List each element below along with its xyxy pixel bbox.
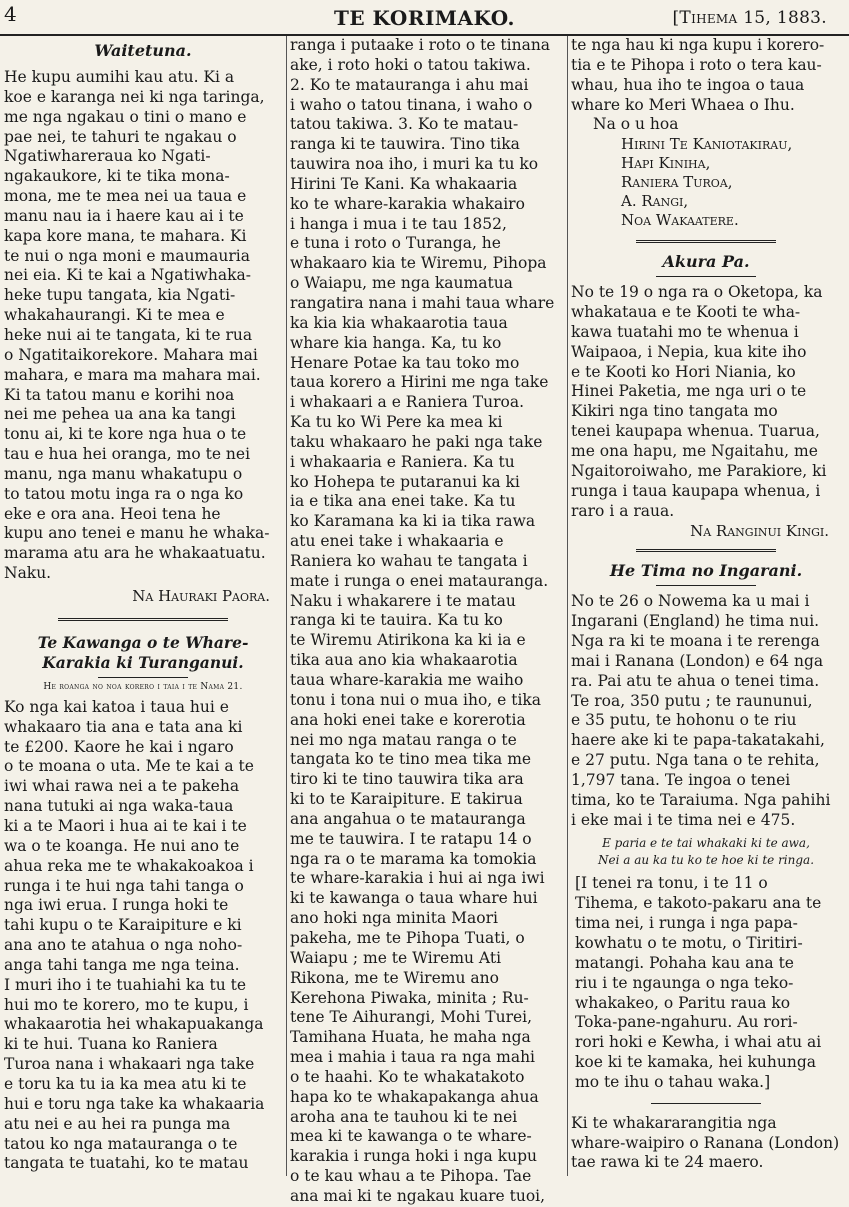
text-line: tae rawa ki te 24 maero. bbox=[571, 1153, 764, 1172]
text-line: kawa tuatahi mo te whenua i bbox=[571, 322, 799, 341]
text-line: He kupu aumihi kau atu. Ki a bbox=[4, 68, 235, 86]
text-line: hapa ko te whakapakanga ahua bbox=[290, 1087, 539, 1106]
text-line: kowhatu o te motu, o Tiritiri- bbox=[575, 934, 803, 952]
text-line: i waho o tatou tinana, i waho o bbox=[290, 95, 533, 114]
text-line: tatou ko nga matauranga o te bbox=[4, 1134, 238, 1153]
text-line: o te kau whau a te Pihopa. Tae bbox=[290, 1167, 532, 1186]
text-line: tonu ai, ki te kore nga hua o te bbox=[4, 425, 247, 444]
text-line: ana hoki enei take e korerotia bbox=[290, 710, 526, 729]
text-line: wa o te koanga. He nui ano te bbox=[4, 836, 240, 855]
article-body bbox=[571, 36, 841, 115]
text-line: hui e toru nga take ka whakaaria bbox=[4, 1094, 265, 1113]
text-line: Hirini Te Kani. Ka whakaaria bbox=[290, 174, 518, 193]
text-line: ko Hohepa te putaranui ka ki bbox=[290, 472, 520, 491]
text-line: iwi whai rawa nei a te pakeha bbox=[4, 777, 240, 796]
text-line: No te 26 o Nowema ka u mai i bbox=[571, 592, 810, 611]
text-line: manu, nga manu whakatupu o bbox=[4, 464, 243, 483]
text-line: Tihema, e takoto-pakaru ana te bbox=[575, 894, 822, 913]
article-separator bbox=[636, 240, 776, 243]
text-line: tau e hua hei oranga, mo te nei bbox=[4, 445, 251, 464]
text-line: i hanga i mua i te tau 1852, bbox=[290, 214, 507, 233]
article-body bbox=[571, 592, 841, 830]
text-line: whakahaurangi. Ki te mea e bbox=[4, 306, 225, 325]
text-line: e te Kooti ko Hori Niania, ko bbox=[571, 362, 796, 381]
verse-line: Nei a au ka tu ko te hoe ki te ringa. bbox=[597, 853, 815, 868]
text-line: runga i te hui nga tahi tanga o bbox=[4, 876, 244, 895]
article-signature: Na Hauraki Paora. bbox=[132, 586, 270, 605]
text-line: atu nei e au hei ra punga ma bbox=[4, 1114, 231, 1133]
text-line: Tamihana Huata, he maha nga bbox=[290, 1028, 531, 1047]
text-line: Te roa, 350 putu ; te raununui, bbox=[571, 691, 813, 710]
text-line: whakakeo, o Paritu raua ko bbox=[575, 993, 791, 1012]
text-line: rangatira nana i mahi taua whare bbox=[290, 293, 555, 312]
text-line: Hapi Kiniha, bbox=[621, 154, 711, 173]
text-line: ana ano te atahua o nga noho- bbox=[4, 936, 243, 955]
text-line: karakia i runga hoki i nga kupu bbox=[290, 1147, 537, 1166]
text-line: hui mo te korero, mo te kupu, i bbox=[4, 995, 249, 1014]
page-number: 4 bbox=[4, 2, 17, 26]
text-line: Nga ra ki te moana i te rerenga bbox=[571, 632, 820, 651]
text-line: tangata ko te tino mea tika me bbox=[290, 750, 532, 769]
text-line: Ingarani (England) he tima nui. bbox=[571, 612, 820, 631]
text-line: te Wiremu Atirikona ka ki ia e bbox=[290, 631, 526, 650]
text-line: Ngaitoroiwaho, me Parakiore, ki bbox=[571, 461, 827, 480]
text-line: anga tahi tanga me nga teina. bbox=[4, 955, 240, 974]
text-line: nei me pehea ua ana ka tangi bbox=[4, 405, 236, 424]
text-line: Ki ta tatou manu e korihi noa bbox=[4, 385, 235, 404]
text-line: i whakaari a e Raniera Turoa. bbox=[290, 393, 524, 412]
text-line: tenei kaupapa whenua. Tuarua, bbox=[571, 422, 820, 441]
text-line: to tatou motu inga ra o nga ko bbox=[4, 484, 244, 503]
article-body bbox=[290, 36, 564, 1207]
text-line: matangi. Pohaha kau ana te bbox=[575, 953, 794, 972]
text-line: rori hoki e Kewha, i whai atu ai bbox=[575, 1033, 822, 1052]
text-line: e 27 putu. Nga tana o te rehita, bbox=[571, 751, 820, 770]
newspaper-title: TE KORIMAKO. bbox=[333, 6, 516, 30]
text-line: o Waiapu, me nga kaumatua bbox=[290, 274, 513, 293]
text-line: ko te whare-karakia whakairo bbox=[290, 194, 525, 213]
text-line: ra. Pai atu te ahua o tenei tima. bbox=[571, 671, 820, 690]
column-divider bbox=[286, 36, 287, 1176]
text-line: tiro ki te tino tauwira tika ara bbox=[290, 770, 524, 789]
text-line: e tuna i roto o Turanga, he bbox=[290, 234, 501, 253]
text-line: Turoa nana i whakaari nga take bbox=[4, 1055, 255, 1074]
article-subheading: He roanga no noa korero i taia i te Nama 21. bbox=[43, 681, 243, 692]
text-line: mea ki te kawanga o te whare- bbox=[290, 1127, 532, 1146]
text-line: riu i te ngaunga o nga teko- bbox=[575, 973, 794, 992]
text-line: 2. Ko te matauranga i ahu mai bbox=[290, 75, 529, 94]
text-line: Ki te whakararangitia nga bbox=[571, 1113, 777, 1132]
text-line: Hirini Te Kaniotakirau, bbox=[621, 135, 793, 154]
text-line: Kerehona Piwaka, minita ; Ru- bbox=[290, 988, 529, 1007]
text-line: manu nau ia i haere kau ai i te bbox=[4, 206, 244, 225]
text-line: heke tupu tangata, kia Ngati- bbox=[4, 286, 236, 305]
text-line: ngakaukore, ki te tika mona- bbox=[4, 167, 230, 186]
text-line: e toru ka tu ia ka mea atu ki te bbox=[4, 1074, 247, 1093]
text-line: te £200. Kaore he kai i ngaro bbox=[4, 737, 234, 756]
text-line: nei mo nga matau ranga o te bbox=[290, 730, 517, 749]
text-line: Kikiri nga tino tangata mo bbox=[571, 402, 778, 421]
article-body bbox=[571, 874, 841, 1092]
text-line: ki a te Maori i hua ai te kai i te bbox=[4, 817, 247, 835]
article-body bbox=[4, 698, 282, 1174]
text-line: eke e ora ana. Heoi tena he bbox=[4, 504, 221, 523]
text-line: mona, me te mea nei ua taua e bbox=[4, 187, 247, 206]
heading-rule bbox=[656, 276, 756, 277]
text-line: Henare Potae ka tau toko mo bbox=[290, 353, 520, 372]
text-line: ana mai ki te ngakau kuare tuoi, bbox=[290, 1186, 546, 1205]
letter-closing: Na o u hoa bbox=[593, 115, 679, 134]
text-line: mate i runga o enei matauranga. bbox=[290, 571, 549, 590]
article-signature: Na Ranginui Kingi. bbox=[690, 522, 829, 541]
signers-list bbox=[571, 135, 841, 230]
text-line: ko Karamana ka ki ia tika rawa bbox=[290, 512, 536, 531]
text-line: tatou takiwa. 3. Ko te matau- bbox=[290, 115, 519, 134]
text-line: I muri iho i te tuahiahi ka tu te bbox=[4, 975, 247, 994]
text-line: ia e tika ana enei take. Ka tu bbox=[290, 492, 516, 511]
text-line: o te haahi. Ko te whakatakoto bbox=[290, 1067, 525, 1086]
column-2 bbox=[290, 36, 564, 1205]
text-line: Waipaoa, i Nepia, kua kite iho bbox=[571, 342, 807, 361]
text-line: Rikona, me te Wiremu ano bbox=[290, 968, 499, 987]
text-line: e 35 putu, te hohonu o te riu bbox=[571, 711, 797, 730]
text-line: ki to te Karaipiture. E takirua bbox=[290, 790, 523, 809]
text-line: kapa kore mana, te mahara. Ki bbox=[4, 226, 247, 245]
text-line: mahara, e mara ma mahara mai. bbox=[4, 365, 261, 384]
text-line: nga ra o te marama ka tomokia bbox=[290, 849, 537, 868]
text-line: Naku. bbox=[4, 564, 52, 583]
text-line: me ona hapu, me Ngaitahu, me bbox=[571, 441, 818, 460]
text-line: Ko nga kai katoa i taua hui e bbox=[4, 697, 229, 716]
text-line: ki te kawanga o taua whare hui bbox=[290, 889, 538, 908]
text-line: tika aua ano kia whakaarotia bbox=[290, 651, 518, 670]
text-line: whakaaro tia ana e tata ana ki bbox=[4, 717, 243, 736]
text-line: tima nei, i runga i nga papa- bbox=[575, 914, 798, 933]
issue-date: [Tihema 15, 1883. bbox=[672, 8, 827, 28]
text-line: ki te hui. Tuana ko Raniera bbox=[4, 1035, 218, 1054]
text-line: Ngatiwhareraua ko Ngati- bbox=[4, 147, 211, 166]
text-line: pae nei, te tahuri te ngakau o bbox=[4, 127, 237, 146]
text-line: ranga ki te tauira. Ka tu ko bbox=[290, 611, 503, 630]
text-line: ano hoki nga minita Maori bbox=[290, 909, 498, 928]
text-line: tahi kupu o te Karaipiture e ki bbox=[4, 916, 242, 935]
text-line: whau, hua iho te ingoa o taua bbox=[571, 75, 805, 94]
text-line: haere ake ki te papa-takatakahi, bbox=[571, 731, 825, 750]
text-line: Hinei Paketia, me nga uri o te bbox=[571, 382, 807, 401]
text-line: Toka-pane-ngahuru. Au rori- bbox=[575, 1013, 798, 1032]
text-line: whakaarotia hei whakapuakanga bbox=[4, 1015, 264, 1034]
text-line: taua whare-karakia me waiho bbox=[290, 671, 524, 689]
text-line: tia e te Pihopa i roto o tera kau- bbox=[571, 55, 822, 74]
column-divider bbox=[567, 36, 568, 1176]
article-separator bbox=[58, 618, 228, 621]
text-line: runga i taua kaupapa whenua, i bbox=[571, 481, 821, 500]
text-line: koe e karanga nei ki nga taringa, bbox=[4, 87, 265, 106]
text-line: koe ki te kamaka, hei kuhunga bbox=[575, 1053, 817, 1072]
text-line: aroha ana te tauhou ki te nei bbox=[290, 1107, 518, 1126]
article-heading: He Tima no Ingarani. bbox=[609, 561, 803, 581]
article-separator bbox=[651, 1103, 761, 1104]
text-line: kupu ano tenei e manu he whaka- bbox=[4, 524, 270, 543]
text-line: taua korero a Hirini me nga take bbox=[290, 373, 549, 392]
text-line: Ka tu ko Wi Pere ka mea ki bbox=[290, 413, 503, 432]
article-body bbox=[4, 68, 282, 584]
text-line: pakeha, me te Pihopa Tuati, o bbox=[290, 928, 525, 947]
text-line: [I tenei ra tonu, i te 11 o bbox=[575, 874, 768, 893]
text-line: nei eia. Ki te kai a Ngatiwhaka- bbox=[4, 266, 252, 285]
heading-rule bbox=[98, 677, 188, 678]
text-line: mea i mahia i taua ra nga mahi bbox=[290, 1048, 536, 1067]
text-line: me te tauwira. I te ratapu 14 o bbox=[290, 829, 532, 848]
text-line: nga iwi erua. I runga hoki te bbox=[4, 896, 229, 915]
text-line: 1,797 tana. Te ingoa o tenei bbox=[571, 770, 791, 789]
text-line: te whare-karakia i hui ai nga iwi bbox=[290, 869, 545, 888]
text-line: i whakaaria e Raniera. Ka tu bbox=[290, 452, 515, 471]
verse-line: E paria e te tai whakaki ki te awa, bbox=[602, 836, 810, 851]
column-3 bbox=[571, 36, 841, 1176]
article-separator bbox=[636, 549, 776, 552]
article-heading: Karakia ki Turanganui. bbox=[42, 652, 244, 672]
text-line: tene Te Aihurangi, Mohi Turei, bbox=[290, 1008, 533, 1027]
text-line: mai i Ranana (London) e 64 nga bbox=[571, 651, 824, 670]
text-line: tonu i tona nui o mua iho, e tika bbox=[290, 690, 542, 709]
text-line: ranga i putaake i roto o te tinana bbox=[290, 36, 551, 54]
text-line: Raniera ko wahau te tangata i bbox=[290, 551, 528, 570]
text-line: tima, ko te Taraiuma. Nga pahihi bbox=[571, 790, 831, 809]
text-line: me nga ngakau o tini o mano e bbox=[4, 107, 247, 126]
text-line: Noa Wakaatere. bbox=[621, 211, 739, 230]
article-body bbox=[571, 1114, 841, 1174]
text-line: taku whakaaro he paki nga take bbox=[290, 432, 543, 451]
text-line: tangata te tuatahi, ko te matau bbox=[4, 1154, 249, 1173]
text-line: nana tutuki ai nga waka-taua bbox=[4, 797, 234, 816]
text-line: o te moana o uta. Me te kai a te bbox=[4, 757, 254, 776]
article-heading: Te Kawanga o te Whare- bbox=[37, 632, 249, 652]
text-line: heke nui ai te tangata, ki te rua bbox=[4, 325, 253, 344]
text-line: whare ko Meri Whaea o Ihu. bbox=[571, 95, 795, 114]
text-line: Raniera Turoa, bbox=[621, 173, 733, 192]
text-line: whare-waipiro o Ranana (London) bbox=[571, 1133, 840, 1152]
article-heading: Waitetuna. bbox=[94, 41, 192, 60]
text-line: i eke mai i te tima nei e 475. bbox=[571, 810, 796, 829]
text-line: No te 19 o nga ra o Oketopa, ka bbox=[571, 283, 823, 302]
text-line: whakaaro kia te Wiremu, Pihopa bbox=[290, 254, 547, 273]
text-line: A. Rangi, bbox=[621, 192, 689, 211]
text-line: marama atu ara he whakaatuatu. bbox=[4, 544, 266, 563]
column-1 bbox=[4, 36, 282, 1176]
text-line: Waiapu ; me te Wiremu Ati bbox=[290, 948, 502, 967]
text-line: whakataua e te Kooti te wha- bbox=[571, 303, 801, 322]
text-line: atu enei take i whakaaria e bbox=[290, 532, 504, 551]
text-line: te nga hau ki nga kupu i korero- bbox=[571, 36, 825, 54]
text-line: raro i a raua. bbox=[571, 501, 675, 520]
text-line: whare kia hanga. Ka, tu ko bbox=[290, 333, 502, 352]
text-line: ahua reka me te whakakoakoa i bbox=[4, 856, 254, 875]
text-line: mo te ihu o tahau waka.] bbox=[575, 1072, 771, 1091]
text-line: Naku i whakarere i te matau bbox=[290, 591, 516, 610]
text-line: tauwira noa iho, i muri ka tu ko bbox=[290, 155, 539, 174]
article-body bbox=[571, 283, 841, 521]
text-line: o Ngatitaikorekore. Mahara mai bbox=[4, 345, 258, 364]
text-line: ranga ki te tauwira. Tino tika bbox=[290, 135, 520, 154]
text-line: ake, i roto hoki o tatou takiwa. bbox=[290, 55, 531, 74]
text-line: ka kia kia whakaarotia taua bbox=[290, 313, 508, 332]
text-line: ana angahua o te matauranga bbox=[290, 809, 526, 828]
article-heading: Akura Pa. bbox=[662, 252, 750, 272]
heading-rule bbox=[656, 585, 756, 586]
text-line: te nui o nga moni e maumauria bbox=[4, 246, 250, 265]
